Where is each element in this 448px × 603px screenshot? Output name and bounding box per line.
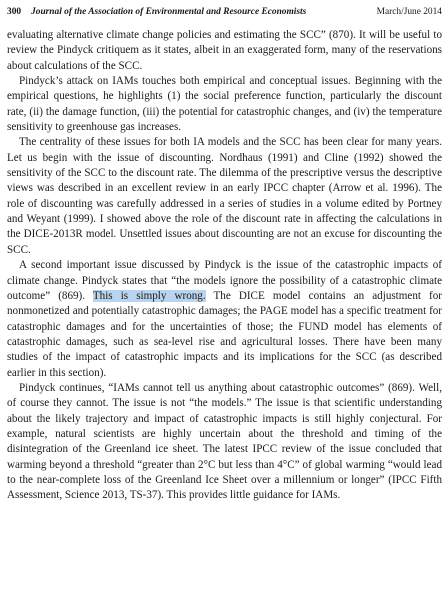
page-number: 300 [7, 7, 22, 17]
paragraph-continued[interactable]: evaluating alternative climate change policies and estimating the SCC” (870). It will be useful to review the Pindyck critiquem as it states, albeit in an exaggerated form, many of the reservations about calculations of the SCC. [7, 29, 442, 72]
paragraph-text-after[interactable]: The DICE model contains an adjustment for nonmonetized and potentially catastrophic damages; the PAGE model has a specific treatment for catastrophic damages and for the uncertainties of those; the FUND model has elements of catastrophic damages, such as sea-level rise and agricultural losses. There have been many studies of the impact of catastrophic impacts and its implications for the SCC (as described earlier in this section). [7, 289, 442, 379]
paragraph-discounting[interactable]: The centrality of these issues for both IA models and the SCC has been clear for many years. Let us begin with the issue of discounting. Nordhaus (1991) and Cline (1992) showed the sensitivity of the SCC to the discount rate. The dilemma of the prescriptive versus the descriptive views was described in an excellent review in an early IPCC chapter (Arrow et al. 1996). The role of discounting was carefully addressed in a series of studies in a volume edited by Portney and Weyant (1999). I showed above the role of the discount rate in affecting the calculations in the DICE-2013R model. Unsettled issues about discounting are not an excuse for discounting the SCC. [7, 136, 442, 256]
highlighted-selection[interactable]: This is simply wrong. [92, 289, 206, 302]
issue-date: March/June 2014 [376, 7, 442, 17]
paragraph-pindyck-attack[interactable]: Pindyck’s attack on IAMs touches both empirical and conceptual issues. Beginning with the empirical questions, he highlights (1) the social preference function, particularly the discount rate, (ii) the damage function, (iii) the potential for catastrophic changes, and (iv) the temperature sensitivity to greenhouse gas increases. [7, 75, 442, 134]
journal-title: Journal of the Association of Environmental and Resource Economists [31, 7, 307, 17]
article-body[interactable] [7, 28, 442, 504]
paragraph-iam-outcomes[interactable]: Pindyck continues, “IAMs cannot tell us anything about catastrophic outcomes” (869). Well, of course they cannot. The issue is not “the models.” The issue is that scientific understanding about the likely trajectory and impact of catastrophic impacts is still highly conjectural. For example, natural scientists are highly uncertain about the threshold and timing of the disintegration of the Greenland ice sheet. The latest IPCC review of the issue concluded that warming beyond a threshold “greater than 2°C but less than 4°C” of global warming “would lead to the near-complete loss of the Greenland Ice Sheet over a millennium or longer” (IPCC Fifth Assessment, Science 2013, TS-37). This provides little guidance for IAMs. [7, 381, 442, 502]
paragraph-catastrophic-impacts[interactable] [7, 258, 442, 381]
paragraph-text-before[interactable]: A second important issue discussed by Pindyck is the issue of the catastrophic impacts of climate change. Pindyck states that “the models ignore the possibility of a catastrophic climate outcome” (869). [7, 259, 442, 302]
running-header [7, 6, 442, 20]
